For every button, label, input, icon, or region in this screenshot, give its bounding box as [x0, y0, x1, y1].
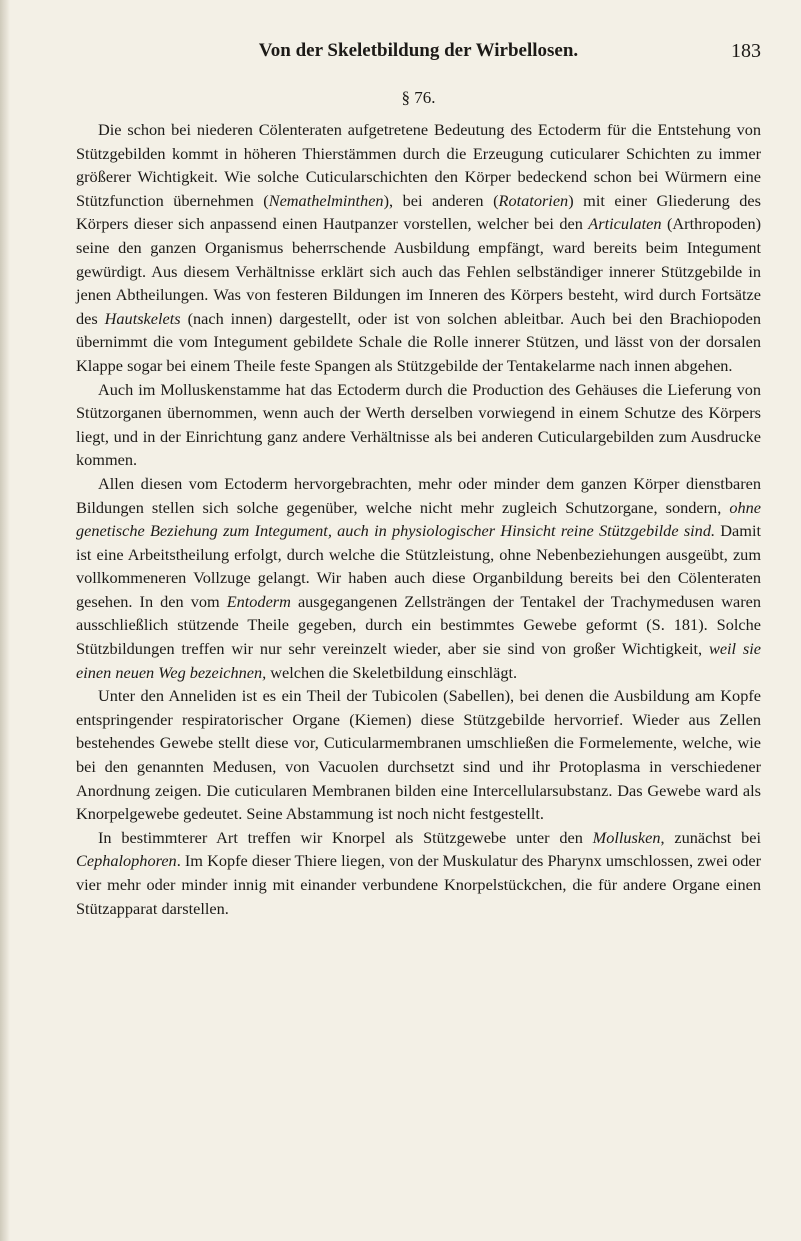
italic-text: Mollusken — [592, 827, 661, 847]
italic-text: Nemathelminthen — [268, 190, 384, 210]
italic-text: ohne genetische Beziehung zum Integument, auch in physiologischer Hinsicht reine Stützgebilde sind. — [76, 497, 761, 541]
text-run: Unter den Anneliden ist es ein Theil der Tubicolen (Sabellen), bei denen die Ausbildung am Kopfe entspringender respiratorischer Organe (Kiemen) diese Stützgebilde hervorrief. Wieder aus Zellen bestehendes Gewebe stellt diese vor, Cuticularmembranen umschließen die Formelemente, welche, wie bei den genannten Medusen, von Vacuolen durchsetzt sind und ihr Protoplasma in verschiedener Anordnung zeigen. Die cuticularen Membranen bilden eine Intercellularsubstanz. Das Gewebe ward als Knorpelgewebe gedeutet. Seine Abstammung ist noch nicht festgestellt. — [76, 686, 761, 824]
italic-text: Hautskelets — [104, 308, 181, 328]
running-head — [76, 40, 761, 66]
italic-text: weil sie einen neuen Weg bezeichnen, — [76, 639, 761, 682]
italic-text: Rotatorien — [498, 190, 569, 210]
text-run: Die schon bei niederen Cölenteraten aufgetretene Bedeutung des Ectoderm für die Entstehung von Stützgebilden kommt in höheren Thierstämmen durch die Erzeugung cuticularer Schichten zu immer größerer Wichtigkeit. Wie solche Cuticularschichten den Körper bedeckend schon bei Würmern eine Stützfunction übernehmen ( — [76, 120, 761, 210]
text-run: . Im Kopfe dieser Thiere liegen, von der Muskulatur des Pharynx umschlossen, zwei oder vier mehr oder minder innig mit einander verbundene Knorpelstückchen, die für andere Organe einen Stützapparat darstellen. — [76, 851, 761, 918]
text-run: ), bei anderen ( — [383, 190, 499, 210]
italic-text: Entoderm — [226, 591, 291, 611]
paragraph — [76, 472, 761, 684]
book-page — [76, 40, 761, 920]
italic-text: Articulaten — [588, 214, 662, 234]
text-run: (Arthropoden) seine den ganzen Organismus beherrschende Ausbildung empfängt, ward bereits beim Integument gewürdigt. Aus diesem Verhältnisse erklärt sich auch das Fehlen selbständiger innerer Stützgebilde in jenen Abtheilungen. Was von festeren Bildungen im Inneren des Körpers besteht, wird durch Fortsätze des — [76, 214, 762, 328]
running-head-title: Von der Skeletbildung der Wirbellosen. — [258, 40, 579, 61]
paragraph — [76, 378, 761, 472]
text-run: ausgegangenen Zellsträngen der Tentakel der Trachymedusen waren ausschließlich stützende Theile gegeben, durch ein bestimmtes Gewebe geformt (S. 181). Solche Stützbildungen treffen wir nur sehr vereinzelt wieder, aber sie sind von großer Wichtigkeit, — [76, 591, 761, 659]
paragraph — [76, 118, 761, 378]
paragraph — [76, 684, 761, 826]
paragraph — [76, 826, 761, 920]
section-heading: § 76. — [401, 88, 436, 107]
italic-text: Cephalophoren — [76, 851, 177, 871]
text-run: (nach innen) dargestellt, oder ist von solchen ableitbar. Auch bei den Brachiopoden übernimmt die vom Integument gebildete Schale die Rolle innerer Stützen, und lässt von der dorsalen Klappe sogar bei einem Theile feste Spangen als Stützgebilde der Tentakelarme nach innen abgehen. — [76, 308, 761, 375]
text-run: welchen die Skeletbildung einschlägt. — [266, 662, 518, 682]
text-run: , zunächst bei — [660, 827, 762, 847]
text-run: Allen diesen vom Ectoderm hervorgebrachten, mehr oder minder dem ganzen Körper dienstbaren Bildungen stellen sich solche gegenüber, welche nicht mehr zugleich Schutzorgane, sondern, — [76, 473, 761, 517]
text-run: Damit ist eine Arbeitstheilung erfolgt, durch welche die Stützleistung, ohne Nebenbeziehungen ausgeübt, zum vollkommeneren Vollzuge gelangt. Wir haben auch diese Organbildung bereits bei den Cölenteraten gesehen. In den vom — [76, 521, 761, 611]
page-binding-edge — [0, 0, 10, 1241]
text-run: In bestimmterer Art treffen wir Knorpel als Stützgewebe unter den — [98, 827, 593, 847]
body-text — [76, 118, 761, 920]
page-number: 183 — [731, 40, 761, 62]
text-run: Auch im Molluskenstamme hat das Ectoderm durch die Production des Gehäuses die Lieferung von Stützorganen übernommen, wenn auch der Werth derselben vorwiegend in einem Schutze des Körpers liegt, und in der Einrichtung ganz andere Verhältnisse als bei anderen Cuticulargebilden zum Ausdrucke kommen. — [76, 379, 761, 470]
text-run: ) mit einer Gliederung des Körpers dieser sich anpassend einen Hautpanzer vorstellen, welcher bei den — [76, 190, 761, 234]
